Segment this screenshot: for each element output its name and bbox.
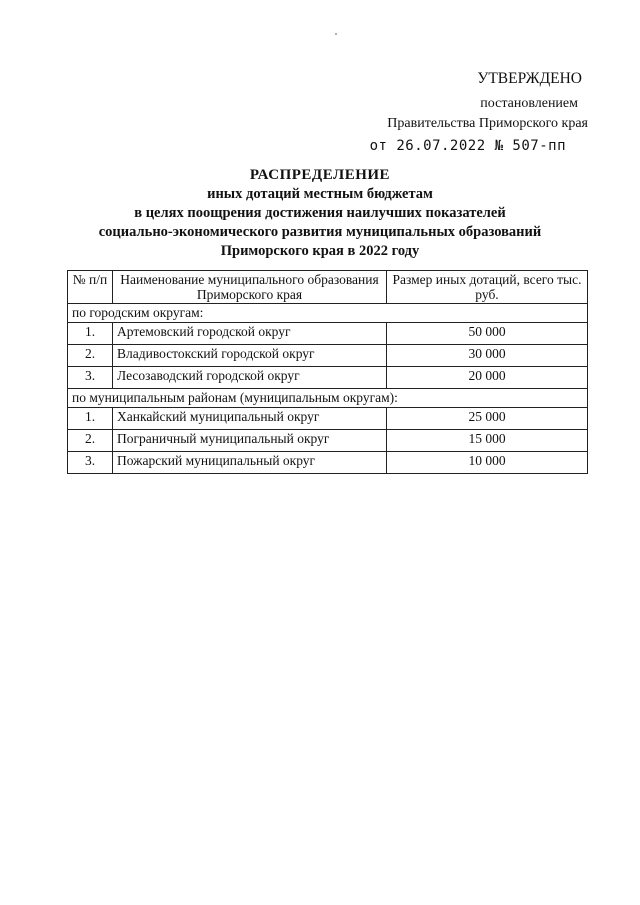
title-line-3: в целях поощрения достижения наилучших показателей (134, 205, 506, 221)
row-name: Владивостокский городской округ (113, 345, 387, 367)
title-line-5: Приморского края в 2022 году (220, 243, 420, 259)
table-row (68, 430, 588, 452)
row-name: Пограничный муниципальный округ (113, 430, 387, 452)
row-amount: 20 000 (387, 367, 588, 389)
title-line-4: социально-экономического развития муниципальных образований (98, 224, 542, 240)
row-name: Ханкайский муниципальный округ (113, 408, 387, 430)
group-label: по городским округам: (68, 304, 588, 323)
table-row (68, 452, 588, 474)
group-row (68, 389, 588, 408)
grants-table (67, 270, 588, 474)
row-amount: 15 000 (387, 430, 588, 452)
row-amount: 50 000 (387, 323, 588, 345)
row-num: 3. (68, 367, 113, 389)
row-name: Пожарский муниципальный округ (113, 452, 387, 474)
title-line-2: иных дотаций местным бюджетам (207, 186, 433, 202)
scan-speck (335, 33, 337, 35)
row-amount: 10 000 (387, 452, 588, 474)
row-name: Лесозаводский городской округ (113, 367, 387, 389)
row-num: 3. (68, 452, 113, 474)
header-amount: Размер иных дотаций, всего тыс. руб. (387, 271, 588, 304)
row-num: 1. (68, 323, 113, 345)
row-num: 2. (68, 345, 113, 367)
title-line-1: РАСПРЕДЕЛЕНИЕ (249, 167, 391, 183)
table-row (68, 323, 588, 345)
table-row (68, 367, 588, 389)
approval-heading: УТВЕРЖДЕНО (477, 70, 582, 87)
approval-date-number: от 26.07.2022 № 507-пп (369, 138, 566, 154)
header-num: № п/п (68, 271, 113, 304)
row-name: Артемовский городской округ (113, 323, 387, 345)
row-num: 1. (68, 408, 113, 430)
group-label: по муниципальным районам (муниципальным округам): (68, 389, 588, 408)
row-num: 2. (68, 430, 113, 452)
table-header-row (68, 271, 588, 304)
approval-line-2: Правительства Приморского края (387, 116, 588, 131)
row-amount: 30 000 (387, 345, 588, 367)
table-row (68, 345, 588, 367)
group-row (68, 304, 588, 323)
table-row (68, 408, 588, 430)
document-title (0, 166, 640, 261)
approval-line-1: постановлением (480, 96, 578, 111)
header-name: Наименование муниципального образования Приморского края (113, 271, 387, 304)
row-amount: 25 000 (387, 408, 588, 430)
